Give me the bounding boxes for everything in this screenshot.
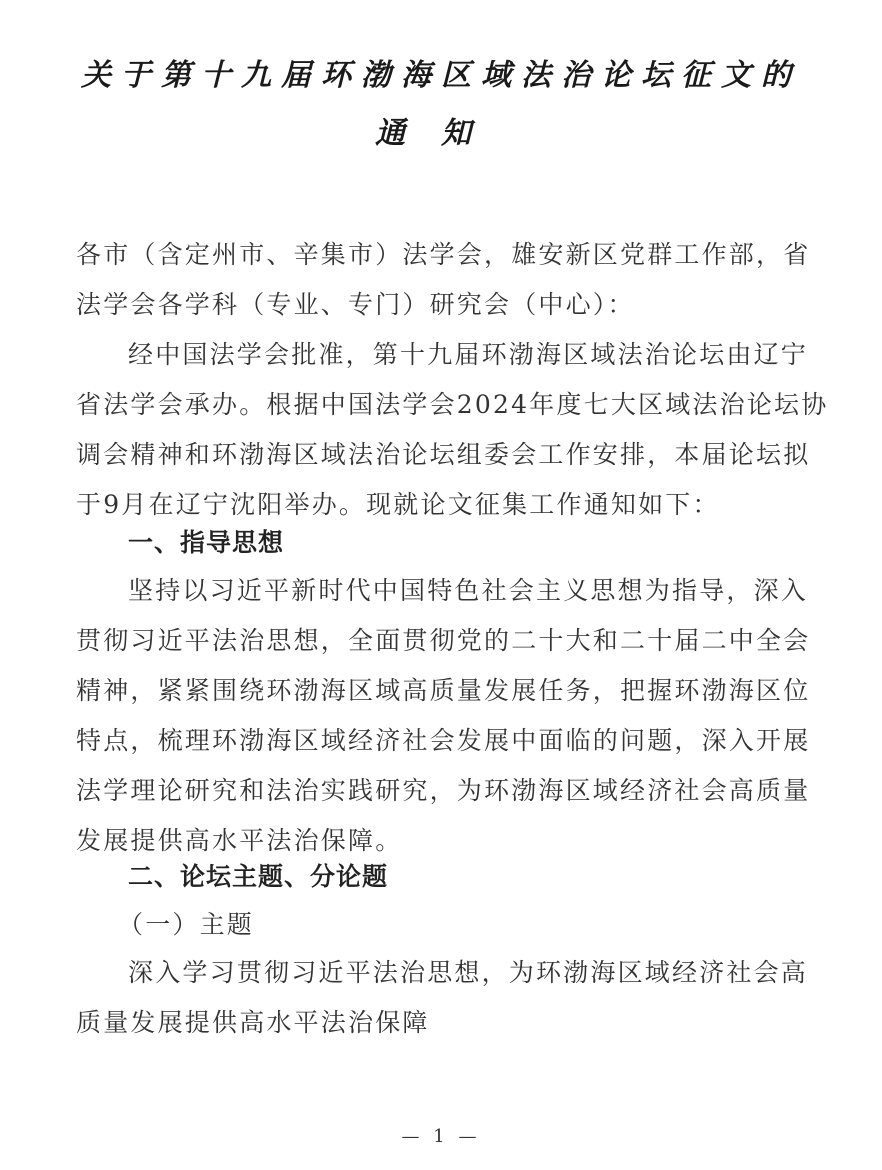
paragraph-line: 质量发展提供高水平法治保障 [76,1008,430,1037]
intro-line: 调会精神和环渤海区域法治论坛组委会工作安排，本届论坛拟 [76,440,811,469]
paragraph-line: 发展提供高水平法治保障。 [76,826,403,855]
paragraph-line: 贯彻习近平法治思想，全面贯彻党的二十大和二十届二中全会 [76,626,811,655]
section-heading-forum-theme: 二、论坛主题、分论题 [128,862,389,891]
document-title-line2: 通知 [375,116,507,151]
addressee-line: 各市（含定州市、辛集市）法学会，雄安新区党群工作部，省 [76,240,811,269]
subheading-theme: （一）主题 [118,910,255,939]
paragraph-line: 精神，紧紧围绕环渤海区域高质量发展任务，把握环渤海区位 [76,676,811,705]
section-heading-guiding-ideology: 一、指导思想 [128,528,285,557]
paragraph-line: 特点，梳理环渤海区域经济社会发展中面临的问题，深入开展 [76,726,811,755]
intro-line: 于9月在辽宁沈阳举办。现就论文征集工作通知如下： [76,490,720,519]
paragraph-line: 坚持以习近平新时代中国特色社会主义思想为指导，深入 [128,576,809,605]
document-title: 关于第十九届环渤海区域法治论坛征文的 [81,58,801,93]
page-number: — 1 — [401,1126,481,1147]
intro-line: 省法学会承办。根据中国法学会2024年度七大区域法治论坛协 [76,390,829,419]
intro-line: 经中国法学会批准，第十九届环渤海区域法治论坛由辽宁 [128,340,809,369]
paragraph-line: 法学理论研究和法治实践研究，为环渤海区域经济社会高质量 [76,776,811,805]
paragraph-line: 深入学习贯彻习近平法治思想，为环渤海区域经济社会高 [128,958,809,987]
addressee-line: 法学会各学科（专业、专门）研究会（中心）： [76,290,635,319]
